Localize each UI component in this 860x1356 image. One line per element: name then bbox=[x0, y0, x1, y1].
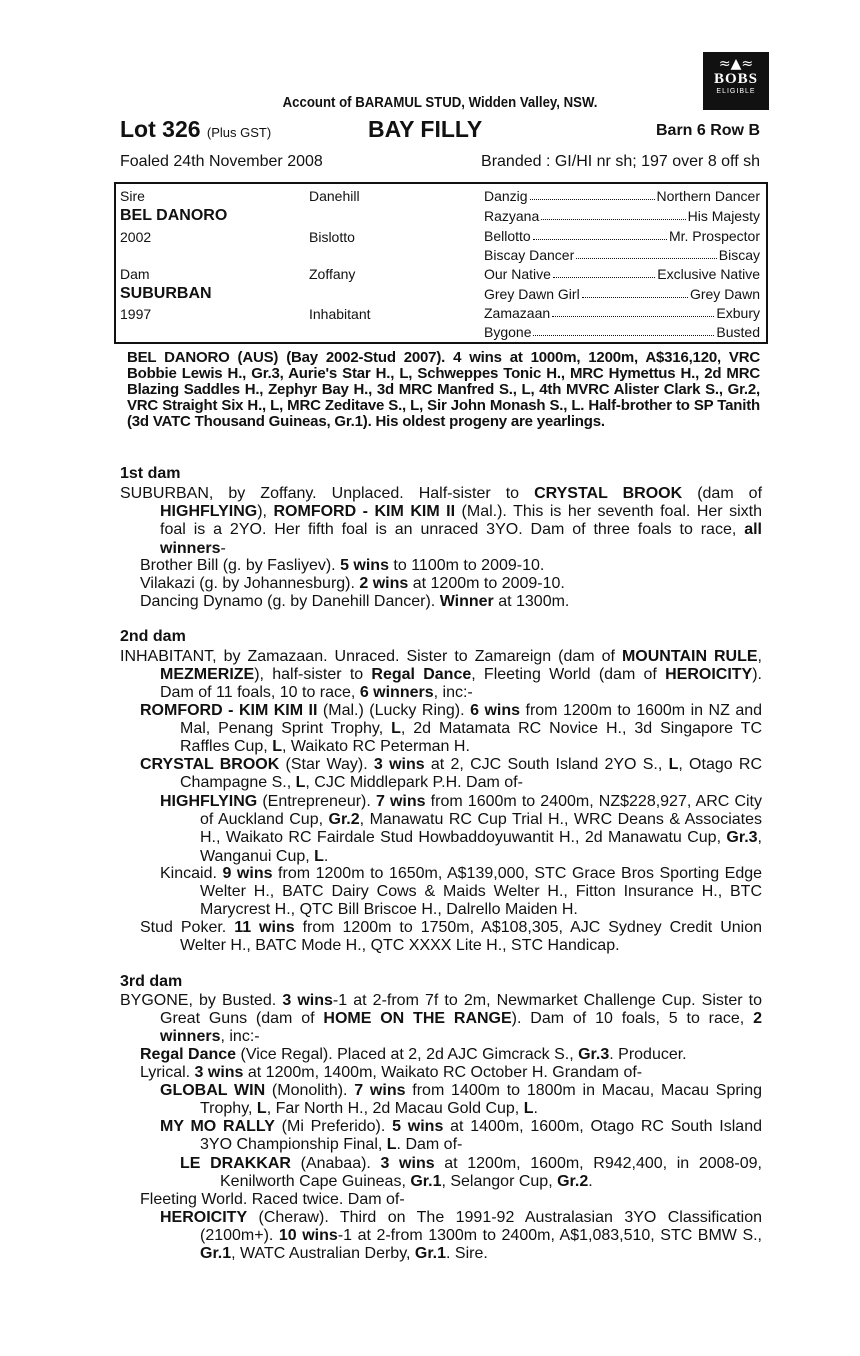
list-item: Fleeting World. Raced twice. Dam of- bbox=[140, 1191, 405, 1208]
ancestor-row: Bellotto Mr. Prospector bbox=[484, 228, 760, 244]
sire-name: BEL DANORO bbox=[120, 207, 228, 224]
list-item: Brother Bill (g. by Fasliyev). 5 wins to 1100m to 2009-10. bbox=[140, 557, 545, 574]
dam-sire: Zoffany bbox=[309, 266, 356, 282]
ancestor-row: Razyana His Majesty bbox=[484, 208, 760, 224]
sire-biography: BEL DANORO (AUS) (Bay 2002-Stud 2007). 4 wins at 1000m, 1200m, A$316,120, VRC Bobbie Lewis H., Gr.3, Aurie's Star H., L, Schweppes Tonic H., MRC Hymettus H., 2d MRC Blazing Saddles H., Zephyr Bay H., 3d MRC Manfred S., L, 4th MVRC Alister Clark S., Gr.2, VRC Straight Six H., L, MRC Zeditave S., L, Sir John Monash S., L. Half-brother to SP Tanith (3d VATC Thousand Guineas, Gr.1). His oldest progeny are yearlings. bbox=[127, 349, 760, 430]
ancestor-row: Bygone Busted bbox=[484, 324, 760, 340]
list-item: LE DRAKKAR (Anabaa). 3 wins at 1200m, 1600m, R942,400, in 2008-09, Kenilworth Cape Guineas, Gr.1, Selangor Cup, Gr.2. bbox=[180, 1155, 762, 1191]
list-item: CRYSTAL BROOK (Star Way). 3 wins at 2, CJC South Island 2YO S., L, Otago RC Champagne S., L, CJC Middlepark P.H. Dam of- bbox=[140, 756, 763, 792]
logo-subtext: ELIGIBLE bbox=[716, 88, 756, 95]
second-dam-text: INHABITANT, by Zamazaan. Unraced. Sister to Zamareign (dam of MOUNTAIN RULE, MEZMERIZE), half-sister to Regal Dance, Fleeting World (dam of HEROICITY). Dam of 11 foals, 10 to race, 6 winners, inc:- bbox=[120, 648, 762, 702]
second-dam-heading: 2nd dam bbox=[120, 628, 186, 645]
dam-name: SUBURBAN bbox=[120, 285, 212, 302]
horse-icon: ≈▲≈ bbox=[718, 56, 754, 72]
list-item: GLOBAL WIN (Monolith). 7 wins from 1400m to 1800m in Macau, Macau Spring Trophy, L, Far North H., 2d Macau Gold Cup, L. bbox=[160, 1082, 763, 1118]
list-item: HEROICITY (Cheraw). Third on The 1991-92 Australasian 3YO Classification (2100m+). 10 wins-1 at 2-from 1300m to 2400m, A$1,083,510, STC BMW S., Gr.1, WATC Australian Derby, Gr.1. Sire. bbox=[160, 1209, 763, 1263]
branded-text: Branded : GI/HI nr sh; 197 over 8 off sh bbox=[481, 153, 760, 170]
sire-dam: Bislotto bbox=[309, 229, 355, 245]
sire-year: 2002 bbox=[120, 229, 152, 245]
first-dam-heading: 1st dam bbox=[120, 465, 181, 482]
horse-title: BAY FILLY bbox=[368, 116, 483, 142]
first-dam-text: SUBURBAN, by Zoffany. Unplaced. Half-sister to CRYSTAL BROOK (dam of HIGHFLYING), ROMFORD - KIM KIM II (Mal.). This is her seventh foal. Her sixth foal is a 2YO. Her fifth foal is an unraced 3YO. Dam of three foals to race, all winners- bbox=[120, 485, 763, 557]
ancestor-row: Biscay Dancer Biscay bbox=[484, 247, 760, 263]
ancestor-row: Danzig Northern Dancer bbox=[484, 188, 760, 204]
list-item: Lyrical. 3 wins at 1200m, 1400m, Waikato RC October H. Grandam of- bbox=[140, 1064, 643, 1081]
list-item: MY MO RALLY (Mi Preferido). 5 wins at 1400m, 1600m, Otago RC South Island 3YO Championship Final, L. Dam of- bbox=[160, 1118, 763, 1154]
list-item: Vilakazi (g. by Johannesburg). 2 wins at 1200m to 2009-10. bbox=[140, 575, 565, 592]
ancestor-row: Zamazaan Exbury bbox=[484, 305, 760, 321]
barn-location: Barn 6 Row B bbox=[655, 122, 760, 139]
dam-dam: Inhabitant bbox=[309, 306, 371, 322]
third-dam-text: BYGONE, by Busted. 3 wins-1 at 2-from 7f to 2m, Newmarket Challenge Cup. Sister to Great Guns (dam of HOME ON THE RANGE). Dam of 10 foals, 5 to race, 2 winners, inc:- bbox=[120, 992, 762, 1046]
logo-text: BOBS bbox=[713, 71, 759, 87]
gst-note: (Plus GST) bbox=[206, 125, 272, 140]
dam-label: Dam bbox=[120, 266, 150, 282]
lot-number: Lot 326 (Plus GST) bbox=[120, 116, 272, 142]
account-line: Account of BARAMUL STUD, Widden Valley, NSW. bbox=[282, 94, 598, 111]
list-item: ROMFORD - KIM KIM II (Mal.) (Lucky Ring). 6 wins from 1200m to 1600m in NZ and Mal, Penang Sprint Trophy, L, 2d Matamata RC Novice H., 3d Singapore TC Raffles Cup, L, Waikato RC Peterman H. bbox=[140, 702, 763, 756]
list-item: Kincaid. 9 wins from 1200m to 1650m, A$139,000, STC Grace Bros Sporting Edge Welter H., BATC Dairy Cows & Maids Welter H., Fitton Insurance H., BTC Marycrest H., QTC Bill Briscoe H., Dalrello Maiden H. bbox=[160, 865, 763, 919]
list-item: Dancing Dynamo (g. by Danehill Dancer). Winner at 1300m. bbox=[140, 593, 570, 610]
pedigree-box bbox=[114, 182, 768, 344]
third-dam-heading: 3rd dam bbox=[120, 973, 183, 990]
ancestor-row: Grey Dawn Girl Grey Dawn bbox=[484, 286, 760, 302]
list-item: Regal Dance (Vice Regal). Placed at 2, 2d AJC Gimcrack S., Gr.3. Producer. bbox=[140, 1046, 687, 1063]
dam-year: 1997 bbox=[120, 306, 152, 322]
list-item: HIGHFLYING (Entrepreneur). 7 wins from 1600m to 2400m, NZ$228,927, ARC City of Auckland Cup, Gr.2, Manawatu RC Cup Trial H., WRC Deans & Associates H., Waikato RC Fairdale Stud Howbaddoyuwantit H., 2d Manawatu Cup, Gr.3, Wanganui Cup, L. bbox=[160, 793, 763, 865]
sire-label: Sire bbox=[120, 188, 145, 204]
sire-sire: Danehill bbox=[309, 188, 360, 204]
foaled-date: Foaled 24th November 2008 bbox=[120, 153, 323, 170]
list-item: Stud Poker. 11 wins from 1200m to 1750m, A$108,305, AJC Sydney Credit Union Welter H., BATC Mode H., QTC XXXX Lite H., STC Handicap. bbox=[140, 919, 762, 955]
ancestor-row: Our Native Exclusive Native bbox=[484, 266, 760, 282]
